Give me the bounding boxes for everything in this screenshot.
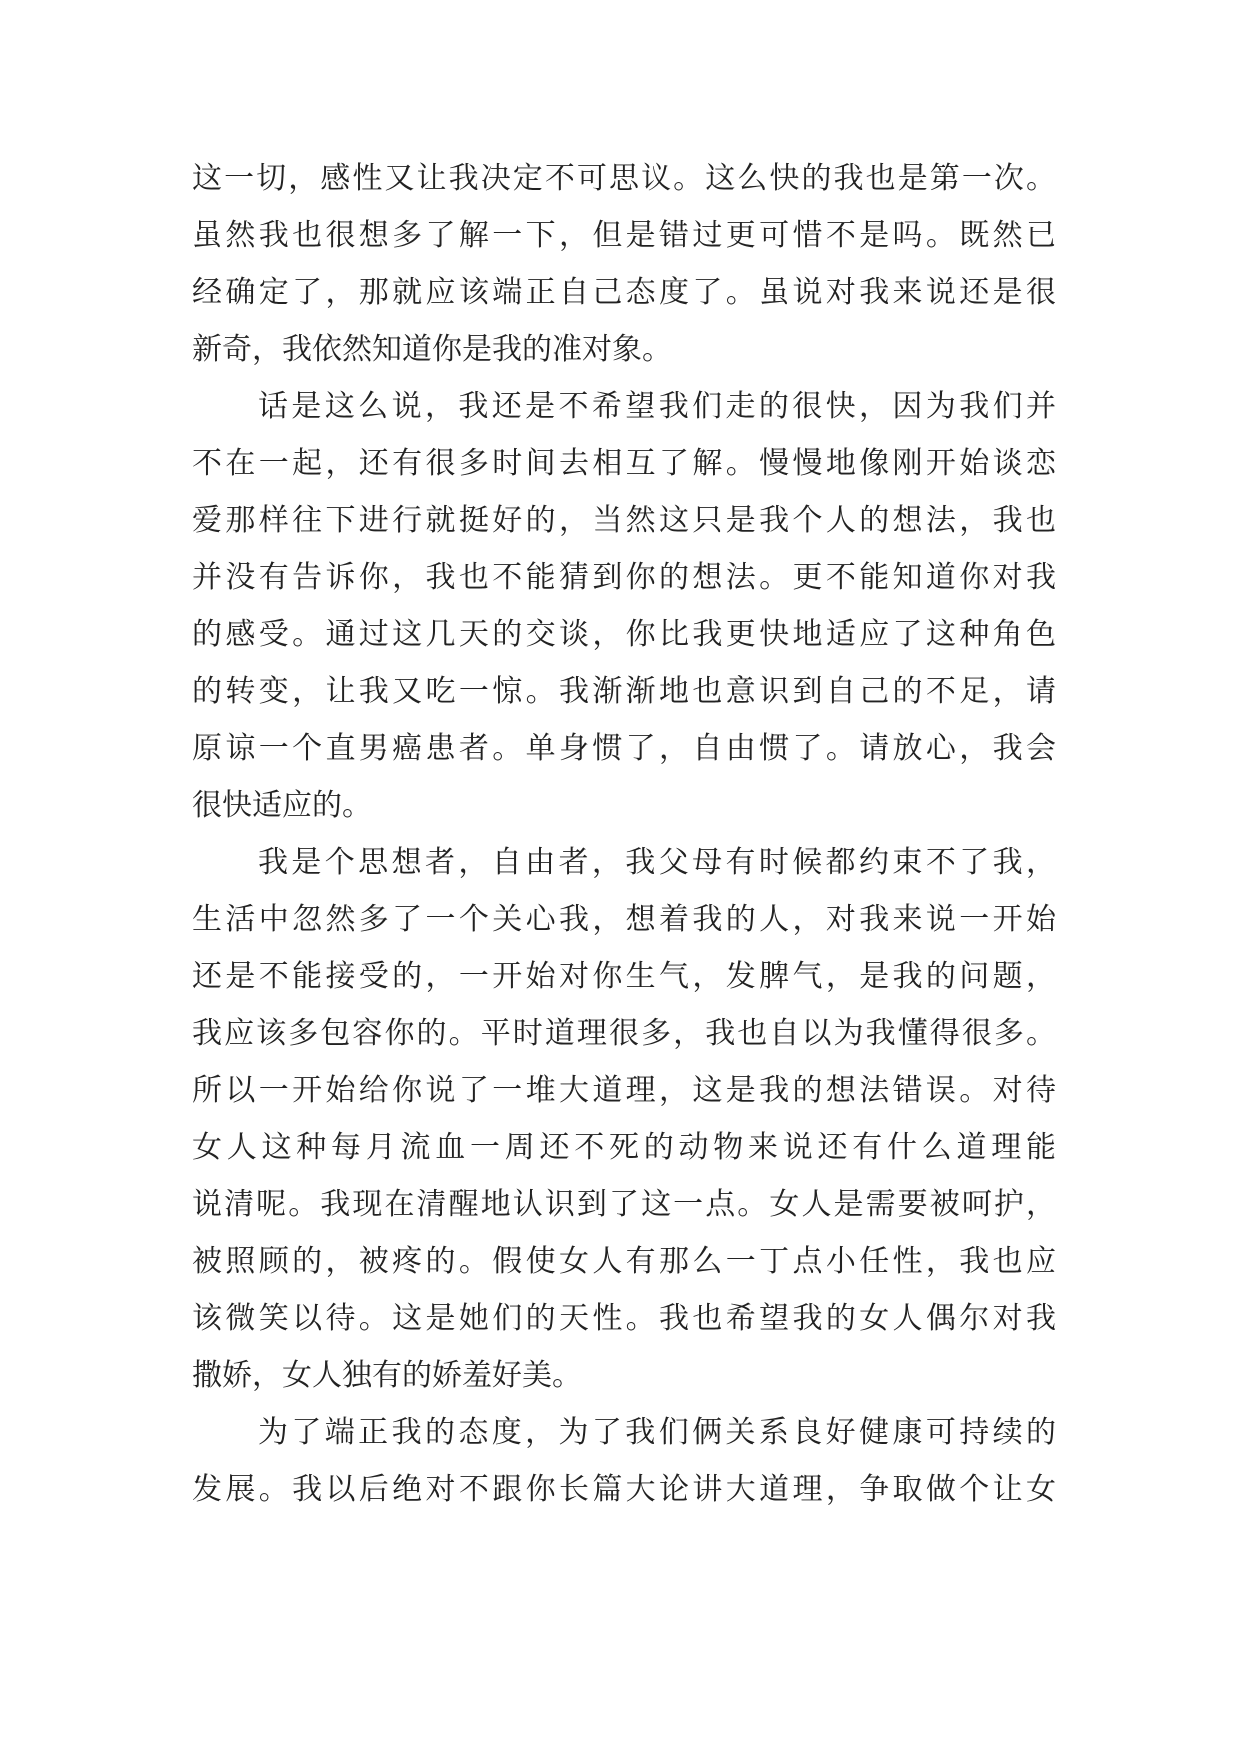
text-line: 很快适应的。	[192, 788, 372, 823]
text-line: 女人这种每月流血一周还不死的动物来说还有什么道理能	[192, 1130, 1056, 1165]
text-line: 我应该多包容你的。平时道理很多，我也自以为我懂得很多。	[192, 1016, 1056, 1051]
text-line: 生活中忽然多了一个关心我，想着我的人，对我来说一开始	[192, 902, 1056, 937]
text-line: 新奇，我依然知道你是我的准对象。	[192, 332, 672, 367]
text-line: 的感受。通过这几天的交谈，你比我更快地适应了这种角色	[192, 617, 1056, 652]
text-line: 并没有告诉你，我也不能猜到你的想法。更不能知道你对我	[192, 560, 1056, 595]
paragraph-2	[192, 378, 1056, 834]
text-line: 经确定了，那就应该端正自己态度了。虽说对我来说还是很	[192, 275, 1056, 310]
text-line: 这一切，感性又让我决定不可思议。这么快的我也是第一次。	[192, 161, 1056, 196]
text-line: 虽然我也很想多了解一下，但是错过更可惜不是吗。既然已	[192, 218, 1056, 253]
text-line: 为了端正我的态度，为了我们俩关系良好健康可持续的	[258, 1415, 1056, 1450]
paragraph-4	[192, 1404, 1056, 1518]
text-line: 还是不能接受的，一开始对你生气，发脾气，是我的问题，	[192, 959, 1056, 994]
text-line: 该微笑以待。这是她们的天性。我也希望我的女人偶尔对我	[192, 1301, 1056, 1336]
text-line: 说清呢。我现在清醒地认识到了这一点。女人是需要被呵护，	[192, 1187, 1056, 1222]
text-line: 被照顾的，被疼的。假使女人有那么一丁点小任性，我也应	[192, 1244, 1056, 1279]
text-line: 不在一起，还有很多时间去相互了解。慢慢地像刚开始谈恋	[192, 446, 1056, 481]
paragraph-1	[192, 150, 1056, 378]
document-body	[192, 150, 1056, 1518]
paragraph-3	[192, 834, 1056, 1404]
text-line: 爱那样往下进行就挺好的，当然这只是我个人的想法，我也	[192, 503, 1056, 538]
text-line: 的转变，让我又吃一惊。我渐渐地也意识到自己的不足，请	[192, 674, 1056, 709]
text-line: 话是这么说，我还是不希望我们走的很快，因为我们并	[258, 389, 1056, 424]
text-line: 我是个思想者，自由者，我父母有时候都约束不了我，	[258, 845, 1056, 880]
text-line: 撒娇，女人独有的娇羞好美。	[192, 1358, 582, 1393]
text-line: 所以一开始给你说了一堆大道理，这是我的想法错误。对待	[192, 1073, 1056, 1108]
text-line: 原谅一个直男癌患者。单身惯了，自由惯了。请放心，我会	[192, 731, 1056, 766]
text-line: 发展。我以后绝对不跟你长篇大论讲大道理，争取做个让女	[192, 1472, 1056, 1507]
